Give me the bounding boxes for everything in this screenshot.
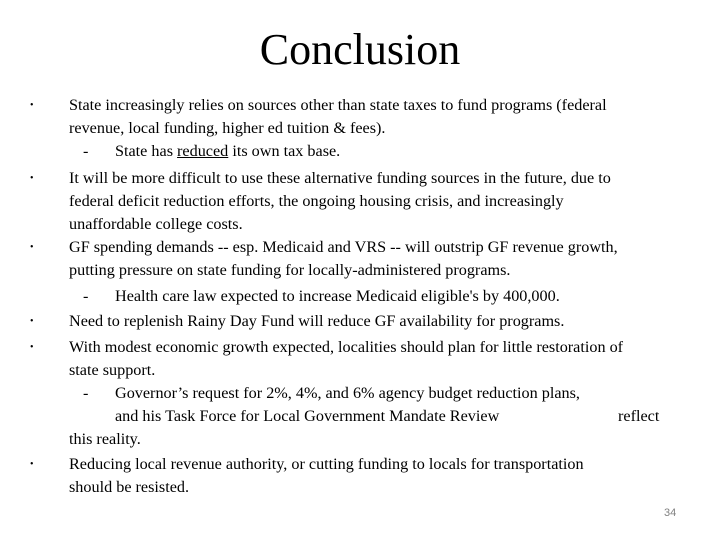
bullet-1-line-1: State increasingly relies on sources other than state taxes to fund programs (federal	[69, 96, 607, 114]
sub-dash: -	[83, 384, 89, 402]
bullet-5-sub-line-2b: reflect	[618, 407, 660, 425]
bullet-1-sub-after: its own tax base.	[228, 142, 341, 160]
page-number: 34	[664, 507, 677, 519]
bullet-1-line-2: revenue, local funding, higher ed tuition & fees).	[69, 119, 386, 137]
bullet-marker: •	[30, 100, 34, 111]
bullet-5-line-1: With modest economic growth expected, localities should plan for little restoration of	[69, 338, 624, 356]
bullet-1-sub	[115, 140, 340, 163]
sub-dash: -	[83, 142, 89, 160]
bullet-2-line-3: unaffordable college costs.	[69, 215, 243, 233]
bullet-marker: •	[30, 342, 34, 353]
bullet-marker: •	[30, 173, 34, 184]
bullet-5-sub-line-1: Governor’s request for 2%, 4%, and 6% agency budget reduction plans,	[115, 384, 580, 402]
bullet-5-line-2: state support.	[69, 361, 156, 379]
bullet-2-line-2: federal deficit reduction efforts, the ongoing housing crisis, and increasingly	[69, 192, 564, 210]
bullet-4-line-1: Need to replenish Rainy Day Fund will reduce GF availability for programs.	[69, 312, 565, 330]
bullet-marker: •	[30, 242, 34, 253]
sub-dash: -	[83, 287, 89, 305]
bullet-3-line-2: putting pressure on state funding for locally-administered programs.	[69, 261, 511, 279]
bullet-3-line-1: GF spending demands -- esp. Medicaid and VRS -- will outstrip GF revenue growth,	[69, 238, 618, 256]
bullet-6-line-1: Reducing local revenue authority, or cutting funding to locals for transportation	[69, 455, 584, 473]
bullet-marker: •	[30, 459, 34, 470]
bullet-2-line-1: It will be more difficult to use these alternative funding sources in the future, due to	[69, 169, 611, 187]
bullet-5-sub-line-2a: and his Task Force for Local Government Mandate Review	[115, 407, 500, 425]
bullet-3-sub: Health care law expected to increase Medicaid eligible's by 400,000.	[115, 287, 560, 305]
bullet-6-line-2: should be resisted.	[69, 478, 190, 496]
bullet-1-sub-before: State has	[115, 142, 178, 160]
bullet-marker: •	[30, 316, 34, 327]
bullet-5-sub-line-3: this reality.	[69, 430, 141, 448]
slide-title: Conclusion	[259, 25, 461, 74]
underlined-word: reduced	[177, 142, 229, 160]
